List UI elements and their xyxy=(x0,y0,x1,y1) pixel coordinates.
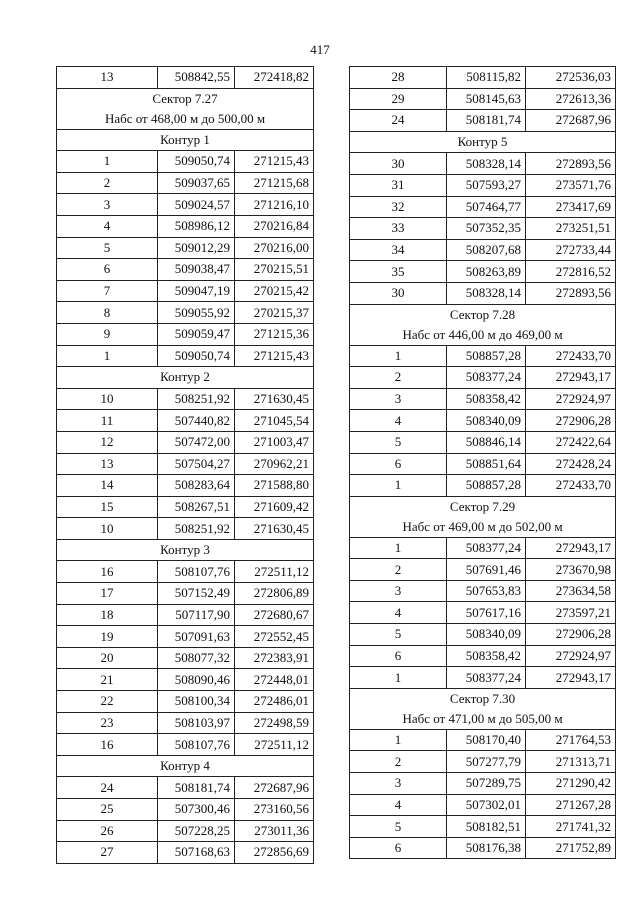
table-row xyxy=(57,647,314,669)
y-coordinate-cell: 271215,36 xyxy=(235,323,314,345)
y-coordinate-cell: 272943,17 xyxy=(526,537,616,559)
table-row xyxy=(57,518,314,540)
y-coordinate-cell: 273571,76 xyxy=(526,174,616,196)
point-number-cell: 11 xyxy=(57,410,158,432)
point-number-cell: 29 xyxy=(350,88,447,110)
sector-header xyxy=(350,688,616,729)
contour-label: Контур 5 xyxy=(350,131,616,153)
sector-range: Набс от 471,00 м до 505,00 м xyxy=(402,710,563,726)
table-row xyxy=(350,667,616,689)
page-number: 417 xyxy=(310,42,330,57)
y-coordinate-cell: 271215,43 xyxy=(235,345,314,367)
x-coordinate-cell: 508846,14 xyxy=(447,431,526,453)
point-number-cell: 20 xyxy=(57,647,158,669)
y-coordinate-cell: 272511,12 xyxy=(235,734,314,756)
x-coordinate-cell: 507504,27 xyxy=(158,453,235,475)
table-row xyxy=(350,261,616,283)
x-coordinate-cell: 508170,40 xyxy=(447,729,526,751)
x-coordinate-cell: 507440,82 xyxy=(158,410,235,432)
table-row xyxy=(57,842,314,864)
table-row xyxy=(350,174,616,196)
y-coordinate-cell: 272552,45 xyxy=(235,626,314,648)
sector-header-row xyxy=(350,688,616,729)
point-number-cell: 1 xyxy=(350,537,447,559)
table-row xyxy=(350,773,616,795)
y-coordinate-cell: 270215,42 xyxy=(235,280,314,302)
y-coordinate-cell: 270215,37 xyxy=(235,302,314,324)
y-coordinate-cell: 273417,69 xyxy=(526,196,616,218)
table-row xyxy=(350,794,616,816)
table-row xyxy=(57,431,314,453)
x-coordinate-cell: 508103,97 xyxy=(158,712,235,734)
table-row xyxy=(350,431,616,453)
point-number-cell: 16 xyxy=(57,734,158,756)
y-coordinate-cell: 271045,54 xyxy=(235,410,314,432)
point-number-cell: 2 xyxy=(57,172,158,194)
x-coordinate-cell: 508358,42 xyxy=(447,645,526,667)
table-row xyxy=(350,602,616,624)
point-number-cell: 3 xyxy=(350,773,447,795)
y-coordinate-cell: 271609,42 xyxy=(235,496,314,518)
x-coordinate-cell: 509047,19 xyxy=(158,280,235,302)
table-row xyxy=(350,624,616,646)
point-number-cell: 1 xyxy=(350,345,447,367)
y-coordinate-cell: 272680,67 xyxy=(235,604,314,626)
x-coordinate-cell: 507464,77 xyxy=(447,196,526,218)
point-number-cell: 4 xyxy=(350,602,447,624)
x-coordinate-cell: 508377,24 xyxy=(447,367,526,389)
y-coordinate-cell: 272924,97 xyxy=(526,388,616,410)
y-coordinate-cell: 272893,56 xyxy=(526,282,616,304)
table-row xyxy=(350,153,616,175)
table-row xyxy=(57,777,314,799)
point-number-cell: 14 xyxy=(57,475,158,497)
y-coordinate-cell: 272433,70 xyxy=(526,475,616,497)
point-number-cell: 24 xyxy=(350,110,447,132)
point-number-cell: 30 xyxy=(350,153,447,175)
x-coordinate-cell: 508107,76 xyxy=(158,734,235,756)
point-number-cell: 6 xyxy=(350,453,447,475)
table-row xyxy=(57,734,314,756)
y-coordinate-cell: 272687,96 xyxy=(526,110,616,132)
point-number-cell: 23 xyxy=(57,712,158,734)
point-number-cell: 5 xyxy=(350,431,447,453)
y-coordinate-cell: 272486,01 xyxy=(235,691,314,713)
x-coordinate-cell: 508340,09 xyxy=(447,624,526,646)
y-coordinate-cell: 272906,28 xyxy=(526,624,616,646)
x-coordinate-cell: 508090,46 xyxy=(158,669,235,691)
x-coordinate-cell: 507117,90 xyxy=(158,604,235,626)
x-coordinate-cell: 507277,79 xyxy=(447,751,526,773)
sector-title: Сектор 7.30 xyxy=(449,690,516,706)
x-coordinate-cell: 508358,42 xyxy=(447,388,526,410)
x-coordinate-cell: 508263,89 xyxy=(447,261,526,283)
x-coordinate-cell: 507168,63 xyxy=(158,842,235,864)
y-coordinate-cell: 271741,32 xyxy=(526,816,616,838)
table-row xyxy=(350,729,616,751)
x-coordinate-cell: 508145,63 xyxy=(447,88,526,110)
point-number-cell: 10 xyxy=(57,518,158,540)
x-coordinate-cell: 507472,00 xyxy=(158,431,235,453)
point-number-cell: 26 xyxy=(57,820,158,842)
y-coordinate-cell: 272943,17 xyxy=(526,667,616,689)
sector-header-row xyxy=(57,88,314,129)
x-coordinate-cell: 509050,74 xyxy=(158,345,235,367)
table-row xyxy=(350,537,616,559)
y-coordinate-cell: 271267,28 xyxy=(526,794,616,816)
x-coordinate-cell: 508107,76 xyxy=(158,561,235,583)
point-number-cell: 5 xyxy=(57,237,158,259)
table-row xyxy=(57,669,314,691)
table-row xyxy=(57,237,314,259)
y-coordinate-cell: 271290,42 xyxy=(526,773,616,795)
sector-header xyxy=(350,304,616,345)
x-coordinate-cell: 508181,74 xyxy=(447,110,526,132)
table-row xyxy=(350,239,616,261)
y-coordinate-cell: 272924,97 xyxy=(526,645,616,667)
point-number-cell: 10 xyxy=(57,388,158,410)
y-coordinate-cell: 272511,12 xyxy=(235,561,314,583)
sector-range: Набс от 469,00 м до 502,00 м xyxy=(402,518,563,534)
x-coordinate-cell: 508182,51 xyxy=(447,816,526,838)
y-coordinate-cell: 270216,84 xyxy=(235,215,314,237)
table-row xyxy=(350,388,616,410)
table-row xyxy=(57,496,314,518)
x-coordinate-cell: 508377,24 xyxy=(447,537,526,559)
table-row xyxy=(57,323,314,345)
y-coordinate-cell: 271215,43 xyxy=(235,151,314,173)
contour-label: Контур 2 xyxy=(57,367,314,389)
y-coordinate-cell: 273634,58 xyxy=(526,580,616,602)
table-row xyxy=(350,475,616,497)
table-row xyxy=(350,88,616,110)
point-number-cell: 12 xyxy=(57,431,158,453)
x-coordinate-cell: 507302,01 xyxy=(447,794,526,816)
point-number-cell: 16 xyxy=(57,561,158,583)
table-row xyxy=(350,837,616,859)
x-coordinate-cell: 509050,74 xyxy=(158,151,235,173)
coordinates-table-left xyxy=(56,66,314,864)
sector-header xyxy=(350,496,616,537)
table-row xyxy=(57,215,314,237)
contour-label: Контур 4 xyxy=(57,755,314,777)
point-number-cell: 31 xyxy=(350,174,447,196)
table-row xyxy=(57,194,314,216)
y-coordinate-cell: 272422,64 xyxy=(526,431,616,453)
point-number-cell: 34 xyxy=(350,239,447,261)
y-coordinate-cell: 272613,36 xyxy=(526,88,616,110)
x-coordinate-cell: 508857,28 xyxy=(447,475,526,497)
point-number-cell: 33 xyxy=(350,218,447,240)
y-coordinate-cell: 272536,03 xyxy=(526,67,616,89)
x-coordinate-cell: 509024,57 xyxy=(158,194,235,216)
point-number-cell: 25 xyxy=(57,799,158,821)
y-coordinate-cell: 270962,21 xyxy=(235,453,314,475)
table-row xyxy=(57,388,314,410)
sector-range: Набс от 468,00 м до 500,00 м xyxy=(104,110,266,126)
point-number-cell: 17 xyxy=(57,583,158,605)
table-row xyxy=(350,453,616,475)
table-row xyxy=(350,559,616,581)
x-coordinate-cell: 507091,63 xyxy=(158,626,235,648)
y-coordinate-cell: 270215,51 xyxy=(235,259,314,281)
sector-title: Сектор 7.29 xyxy=(449,498,516,514)
x-coordinate-cell: 508851,64 xyxy=(447,453,526,475)
y-coordinate-cell: 273160,56 xyxy=(235,799,314,821)
contour-label: Контур 3 xyxy=(57,539,314,561)
table-row xyxy=(57,583,314,605)
table-row xyxy=(350,751,616,773)
sector-header xyxy=(57,88,314,129)
y-coordinate-cell: 272816,52 xyxy=(526,261,616,283)
x-coordinate-cell: 507289,75 xyxy=(447,773,526,795)
table-row xyxy=(57,626,314,648)
x-coordinate-cell: 508986,12 xyxy=(158,215,235,237)
point-number-cell: 27 xyxy=(57,842,158,864)
sector-header-row xyxy=(350,496,616,537)
point-number-cell: 2 xyxy=(350,559,447,581)
table-row xyxy=(57,799,314,821)
point-number-cell: 8 xyxy=(57,302,158,324)
table-row xyxy=(350,110,616,132)
x-coordinate-cell: 507152,49 xyxy=(158,583,235,605)
x-coordinate-cell: 508251,92 xyxy=(158,388,235,410)
y-coordinate-cell: 272498,59 xyxy=(235,712,314,734)
x-coordinate-cell: 509059,47 xyxy=(158,323,235,345)
y-coordinate-cell: 271630,45 xyxy=(235,388,314,410)
table-row xyxy=(57,345,314,367)
y-coordinate-cell: 272428,24 xyxy=(526,453,616,475)
y-coordinate-cell: 272806,89 xyxy=(235,583,314,605)
point-number-cell: 13 xyxy=(57,67,158,89)
x-coordinate-cell: 508842,55 xyxy=(158,67,235,89)
point-number-cell: 19 xyxy=(57,626,158,648)
y-coordinate-cell: 273597,21 xyxy=(526,602,616,624)
table-row xyxy=(57,561,314,583)
point-number-cell: 7 xyxy=(57,280,158,302)
y-coordinate-cell: 272906,28 xyxy=(526,410,616,432)
point-number-cell: 13 xyxy=(57,453,158,475)
point-number-cell: 15 xyxy=(57,496,158,518)
y-coordinate-cell: 272448,01 xyxy=(235,669,314,691)
table-row xyxy=(57,259,314,281)
y-coordinate-cell: 272383,91 xyxy=(235,647,314,669)
table-row xyxy=(350,218,616,240)
x-coordinate-cell: 508267,51 xyxy=(158,496,235,518)
sector-header-row xyxy=(350,304,616,345)
x-coordinate-cell: 508100,34 xyxy=(158,691,235,713)
point-number-cell: 6 xyxy=(350,837,447,859)
table-row xyxy=(57,453,314,475)
point-number-cell: 3 xyxy=(350,388,447,410)
point-number-cell: 18 xyxy=(57,604,158,626)
contour-row xyxy=(57,129,314,151)
contour-row xyxy=(57,539,314,561)
sector-title: Сектор 7.27 xyxy=(152,90,218,106)
table-row xyxy=(350,816,616,838)
x-coordinate-cell: 508328,14 xyxy=(447,282,526,304)
point-number-cell: 1 xyxy=(57,151,158,173)
table-row xyxy=(350,580,616,602)
table-row xyxy=(57,604,314,626)
point-number-cell: 5 xyxy=(350,816,447,838)
y-coordinate-cell: 272943,17 xyxy=(526,367,616,389)
x-coordinate-cell: 508328,14 xyxy=(447,153,526,175)
x-coordinate-cell: 508283,64 xyxy=(158,475,235,497)
table-row xyxy=(57,280,314,302)
y-coordinate-cell: 272433,70 xyxy=(526,345,616,367)
y-coordinate-cell: 272733,44 xyxy=(526,239,616,261)
x-coordinate-cell: 508251,92 xyxy=(158,518,235,540)
point-number-cell: 4 xyxy=(57,215,158,237)
y-coordinate-cell: 271630,45 xyxy=(235,518,314,540)
y-coordinate-cell: 271003,47 xyxy=(235,431,314,453)
point-number-cell: 1 xyxy=(350,475,447,497)
point-number-cell: 5 xyxy=(350,624,447,646)
x-coordinate-cell: 507300,46 xyxy=(158,799,235,821)
x-coordinate-cell: 507352,35 xyxy=(447,218,526,240)
table-row xyxy=(57,172,314,194)
point-number-cell: 1 xyxy=(350,667,447,689)
x-coordinate-cell: 507691,46 xyxy=(447,559,526,581)
y-coordinate-cell: 271215,68 xyxy=(235,172,314,194)
point-number-cell: 2 xyxy=(350,751,447,773)
point-number-cell: 1 xyxy=(57,345,158,367)
table-row xyxy=(57,820,314,842)
sector-range: Набс от 446,00 м до 469,00 м xyxy=(402,326,563,342)
point-number-cell: 22 xyxy=(57,691,158,713)
point-number-cell: 2 xyxy=(350,367,447,389)
y-coordinate-cell: 271216,10 xyxy=(235,194,314,216)
point-number-cell: 32 xyxy=(350,196,447,218)
point-number-cell: 3 xyxy=(57,194,158,216)
point-number-cell: 30 xyxy=(350,282,447,304)
contour-row xyxy=(57,755,314,777)
y-coordinate-cell: 273670,98 xyxy=(526,559,616,581)
point-number-cell: 6 xyxy=(350,645,447,667)
y-coordinate-cell: 273011,36 xyxy=(235,820,314,842)
table-row xyxy=(57,302,314,324)
y-coordinate-cell: 271752,89 xyxy=(526,837,616,859)
y-coordinate-cell: 272418,82 xyxy=(235,67,314,89)
x-coordinate-cell: 508077,32 xyxy=(158,647,235,669)
table-row xyxy=(57,151,314,173)
x-coordinate-cell: 508207,68 xyxy=(447,239,526,261)
x-coordinate-cell: 508857,28 xyxy=(447,345,526,367)
x-coordinate-cell: 507617,16 xyxy=(447,602,526,624)
y-coordinate-cell: 273251,51 xyxy=(526,218,616,240)
table-row xyxy=(57,475,314,497)
y-coordinate-cell: 270216,00 xyxy=(235,237,314,259)
table-row xyxy=(350,410,616,432)
point-number-cell: 28 xyxy=(350,67,447,89)
x-coordinate-cell: 508176,38 xyxy=(447,837,526,859)
contour-row xyxy=(57,367,314,389)
point-number-cell: 24 xyxy=(57,777,158,799)
y-coordinate-cell: 272856,69 xyxy=(235,842,314,864)
x-coordinate-cell: 508377,24 xyxy=(447,667,526,689)
coordinates-table-right xyxy=(349,66,616,859)
y-coordinate-cell: 271313,71 xyxy=(526,751,616,773)
table-row xyxy=(350,345,616,367)
x-coordinate-cell: 508115,82 xyxy=(447,67,526,89)
table-row xyxy=(350,196,616,218)
table-row xyxy=(350,645,616,667)
table-row xyxy=(57,410,314,432)
point-number-cell: 21 xyxy=(57,669,158,691)
y-coordinate-cell: 271588,80 xyxy=(235,475,314,497)
table-row xyxy=(57,712,314,734)
x-coordinate-cell: 508340,09 xyxy=(447,410,526,432)
y-coordinate-cell: 271764,53 xyxy=(526,729,616,751)
table-row xyxy=(350,67,616,89)
table-row xyxy=(350,282,616,304)
x-coordinate-cell: 507593,27 xyxy=(447,174,526,196)
point-number-cell: 3 xyxy=(350,580,447,602)
point-number-cell: 9 xyxy=(57,323,158,345)
y-coordinate-cell: 272893,56 xyxy=(526,153,616,175)
point-number-cell: 6 xyxy=(57,259,158,281)
x-coordinate-cell: 509037,65 xyxy=(158,172,235,194)
y-coordinate-cell: 272687,96 xyxy=(235,777,314,799)
x-coordinate-cell: 507228,25 xyxy=(158,820,235,842)
contour-label: Контур 1 xyxy=(57,129,314,151)
x-coordinate-cell: 508181,74 xyxy=(158,777,235,799)
point-number-cell: 1 xyxy=(350,729,447,751)
table-row xyxy=(350,367,616,389)
point-number-cell: 4 xyxy=(350,794,447,816)
x-coordinate-cell: 507653,83 xyxy=(447,580,526,602)
table-row xyxy=(57,67,314,89)
x-coordinate-cell: 509012,29 xyxy=(158,237,235,259)
sector-title: Сектор 7.28 xyxy=(449,306,516,322)
table-row xyxy=(57,691,314,713)
point-number-cell: 4 xyxy=(350,410,447,432)
x-coordinate-cell: 509038,47 xyxy=(158,259,235,281)
contour-row xyxy=(350,131,616,153)
x-coordinate-cell: 509055,92 xyxy=(158,302,235,324)
point-number-cell: 35 xyxy=(350,261,447,283)
